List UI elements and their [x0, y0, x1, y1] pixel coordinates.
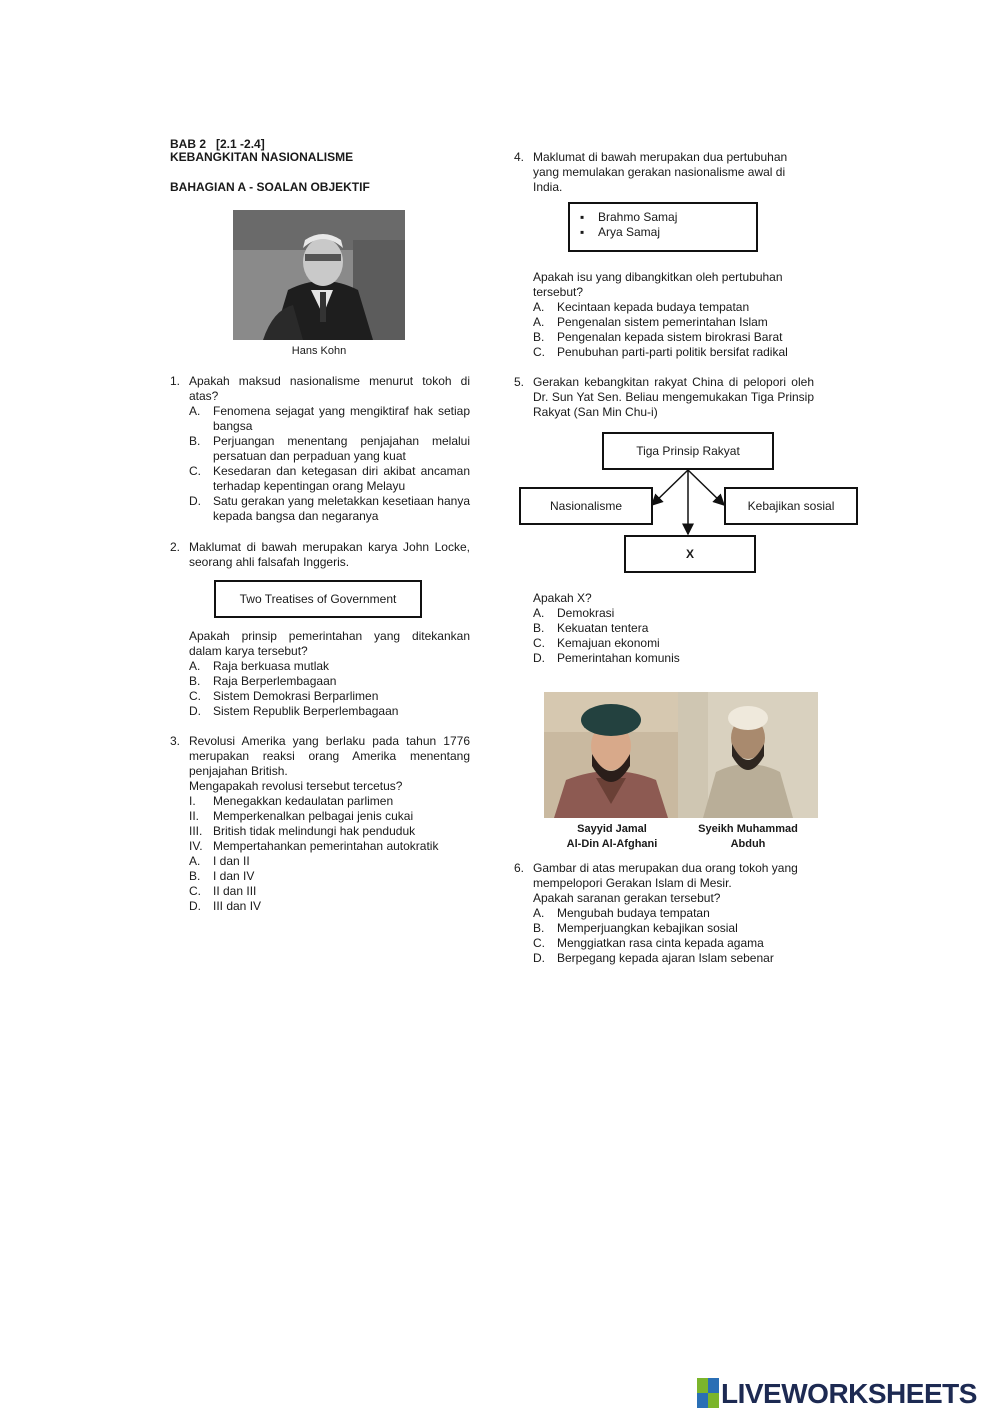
arrow-left	[652, 470, 688, 505]
question-stem: Gerakan kebangkitan rakyat China di pelopori oleh Dr. Sun Yat Sen. Beliau mengemukakan Tiga Prinsip Rakyat (San Min Chu-i)	[533, 375, 814, 419]
question-5-body	[514, 591, 814, 666]
option[interactable]	[189, 869, 470, 884]
option[interactable]	[533, 345, 814, 360]
bullet-icon: ▪	[580, 210, 585, 224]
option-text: Demokrasi	[557, 606, 615, 620]
option-text: Raja berkuasa mutlak	[213, 659, 330, 673]
option-letter: D.	[533, 651, 545, 665]
organization-list-box	[568, 202, 758, 252]
diagram-left-box: Nasionalisme	[519, 487, 653, 525]
option-text: I dan IV	[213, 869, 255, 883]
statement	[189, 809, 470, 824]
hans-kohn-photo	[233, 210, 405, 340]
option[interactable]	[189, 704, 470, 719]
statement-numeral: IV.	[189, 839, 203, 853]
question-2-body	[170, 629, 470, 719]
statement-numeral: I.	[189, 794, 196, 808]
option-text: Kemajuan ekonomi	[557, 636, 660, 650]
arrow-right	[688, 470, 724, 505]
option[interactable]	[533, 921, 814, 936]
option[interactable]	[533, 606, 814, 621]
option-letter: B.	[533, 330, 545, 344]
option-text: Sistem Republik Berperlembagaan	[213, 704, 399, 718]
logo-tile	[708, 1378, 719, 1393]
option-text: Perjuangan menentang penjajahan melalui persatuan dan perpaduan yang kuat	[213, 434, 470, 463]
option-text: Raja Berperlembagaan	[213, 674, 337, 688]
option[interactable]	[189, 494, 470, 524]
statement	[189, 794, 470, 809]
option[interactable]	[189, 854, 470, 869]
option-text: III dan IV	[213, 899, 262, 913]
hans-kohn-caption: Hans Kohn	[291, 345, 347, 357]
bullet-text: Brahmo Samaj	[598, 210, 678, 224]
question-1	[170, 374, 470, 524]
option-letter: B.	[189, 869, 201, 883]
question-prompt: Apakah X?	[533, 591, 592, 605]
question-2	[170, 540, 470, 570]
option[interactable]	[533, 906, 814, 921]
option-letter: A.	[533, 300, 545, 314]
bullet-icon: ▪	[580, 225, 585, 239]
option-letter: C.	[533, 636, 545, 650]
statement-numeral: II.	[189, 809, 200, 823]
option-letter: D.	[189, 494, 201, 508]
option-letter: C.	[189, 689, 201, 703]
option[interactable]	[189, 404, 470, 434]
info-box: Two Treatises of Government	[214, 580, 422, 618]
option[interactable]	[533, 300, 814, 315]
statement-numeral: III.	[189, 824, 203, 838]
option[interactable]	[533, 936, 814, 951]
question-stem: Maklumat di bawah merupakan karya John Locke, seorang ahli falsafah Inggeris.	[189, 540, 470, 569]
page-title: KEBANGKITAN NASIONALISME	[170, 150, 354, 164]
option-letter: A.	[189, 854, 201, 868]
option[interactable]	[189, 899, 470, 914]
option-letter: C.	[189, 464, 201, 478]
question-prompt: Apakah isu yang dibangkitkan oleh pertubuhan tersebut?	[533, 270, 783, 299]
diagram-root-box: Tiga Prinsip Rakyat	[602, 432, 774, 470]
question-number: 1.	[170, 374, 181, 388]
option-letter: B.	[533, 921, 545, 935]
logo-tile	[708, 1393, 719, 1408]
option[interactable]	[533, 651, 814, 666]
abduh-caption-line-2: Abduh	[730, 838, 766, 850]
statement-text: Menegakkan kedaulatan parlimen	[213, 794, 394, 808]
option-letter: B.	[533, 621, 545, 635]
option[interactable]	[189, 659, 470, 674]
question-6	[514, 861, 814, 966]
option-text: Kecintaan kepada budaya tempatan	[557, 300, 750, 314]
statement-text: British tidak melindungi hak penduduk	[213, 824, 416, 838]
option-letter: D.	[189, 899, 201, 913]
muhammad-abduh-photo	[678, 692, 818, 818]
option-letter: A.	[533, 606, 545, 620]
statement	[189, 839, 470, 854]
option[interactable]	[189, 884, 470, 899]
question-prompt: Mengapakah revolusi tersebut tercetus?	[189, 779, 403, 793]
option-letter: C.	[189, 884, 201, 898]
question-number: 6.	[514, 861, 525, 875]
question-number: 2.	[170, 540, 181, 554]
logo-tile	[697, 1378, 708, 1393]
option-text: Pemerintahan komunis	[557, 651, 680, 665]
statement-text: Memperkenalkan pelbagai jenis cukai	[213, 809, 414, 823]
statement-text: Mempertahankan pemerintahan autokratik	[213, 839, 439, 853]
brand-name: LIVEWORKSHEETS	[721, 1377, 977, 1409]
chapter-label: BAB 2 [2.1 -2.4]	[170, 137, 265, 151]
question-5	[514, 375, 814, 420]
option-text: Kesedaran dan ketegasan diri akibat ancaman terhadap kepentingan orang Melayu	[213, 464, 470, 493]
option-letter: A.	[189, 404, 201, 418]
option-letter: D.	[533, 951, 545, 965]
question-number: 4.	[514, 150, 525, 164]
option[interactable]	[533, 951, 814, 966]
option-text: Satu gerakan yang meletakkan kesetiaan hanya kepada bangsa dan negaranya	[213, 494, 470, 523]
statement	[189, 824, 470, 839]
option[interactable]	[533, 621, 814, 636]
question-prompt: Apakah prinsip pemerintahan yang ditekankan dalam karya tersebut?	[189, 629, 470, 658]
option-text: I dan II	[213, 854, 250, 868]
question-stem: Revolusi Amerika yang berlaku pada tahun 1776 merupakan reaksi orang Amerika menentang penjajahan British.	[189, 734, 470, 778]
option-letter: C.	[533, 936, 545, 950]
question-4	[514, 150, 814, 195]
question-prompt: Apakah saranan gerakan tersebut?	[533, 891, 721, 905]
option-letter: A.	[533, 315, 545, 329]
option[interactable]	[533, 636, 814, 651]
question-3	[170, 734, 470, 914]
option-text: II dan III	[213, 884, 257, 898]
bullet-item	[580, 210, 756, 225]
section-title: BAHAGIAN A - SOALAN OBJEKTIF	[170, 180, 370, 194]
al-afghani-caption-line-2: Al-Din Al-Afghani	[566, 838, 658, 850]
option[interactable]	[189, 434, 470, 464]
bullet-item	[580, 225, 756, 240]
option-letter: B.	[189, 674, 201, 688]
question-4-body	[514, 270, 814, 360]
option-letter: D.	[189, 704, 201, 718]
question-stem: Gambar di atas merupakan dua orang tokoh yang mempelopori Gerakan Islam di Mesir.	[533, 861, 798, 890]
option[interactable]	[533, 330, 814, 345]
question-number: 5.	[514, 375, 525, 389]
bullet-text: Arya Samaj	[598, 225, 661, 239]
option-text: Mengubah budaya tempatan	[557, 906, 710, 920]
option-text: Berpegang kepada ajaran Islam sebenar	[557, 951, 774, 965]
logo-tile	[697, 1393, 708, 1408]
option[interactable]	[189, 689, 470, 704]
option[interactable]	[189, 464, 470, 494]
option-text: Menggiatkan rasa cinta kepada agama	[557, 936, 764, 950]
diagram-x-box: X	[624, 535, 756, 573]
abduh-caption-line-1: Syeikh Muhammad	[698, 823, 798, 835]
live-logo-icon	[697, 1378, 719, 1408]
option[interactable]	[189, 674, 470, 689]
al-afghani-caption-line-1: Sayyid Jamal	[577, 823, 647, 835]
option-letter: C.	[533, 345, 545, 359]
option-text: Fenomena sejagat yang mengiktiraf hak setiap bangsa	[213, 404, 470, 433]
option-text: Memperjuangkan kebajikan sosial	[557, 921, 738, 935]
option-letter: A.	[189, 659, 201, 673]
option-letter: B.	[189, 434, 201, 448]
option-text: Sistem Demokrasi Berparlimen	[213, 689, 379, 703]
option-text: Penubuhan parti-parti politik bersifat radikal	[557, 345, 788, 359]
question-number: 3.	[170, 734, 181, 748]
al-afghani-photo	[544, 692, 678, 818]
option[interactable]	[533, 315, 814, 330]
option-text: Pengenalan sistem pemerintahan Islam	[557, 315, 768, 329]
option-text: Kekuatan tentera	[557, 621, 649, 635]
question-stem: Maklumat di bawah merupakan dua pertubuhan yang memulakan gerakan nasionalisme awal di India.	[533, 150, 788, 194]
liveworksheets-logo[interactable]	[697, 1376, 977, 1410]
diagram-right-box: Kebajikan sosial	[724, 487, 858, 525]
question-stem: Apakah maksud nasionalisme menurut tokoh di atas?	[189, 374, 470, 403]
option-text: Pengenalan kepada sistem birokrasi Barat	[557, 330, 783, 344]
option-letter: A.	[533, 906, 545, 920]
